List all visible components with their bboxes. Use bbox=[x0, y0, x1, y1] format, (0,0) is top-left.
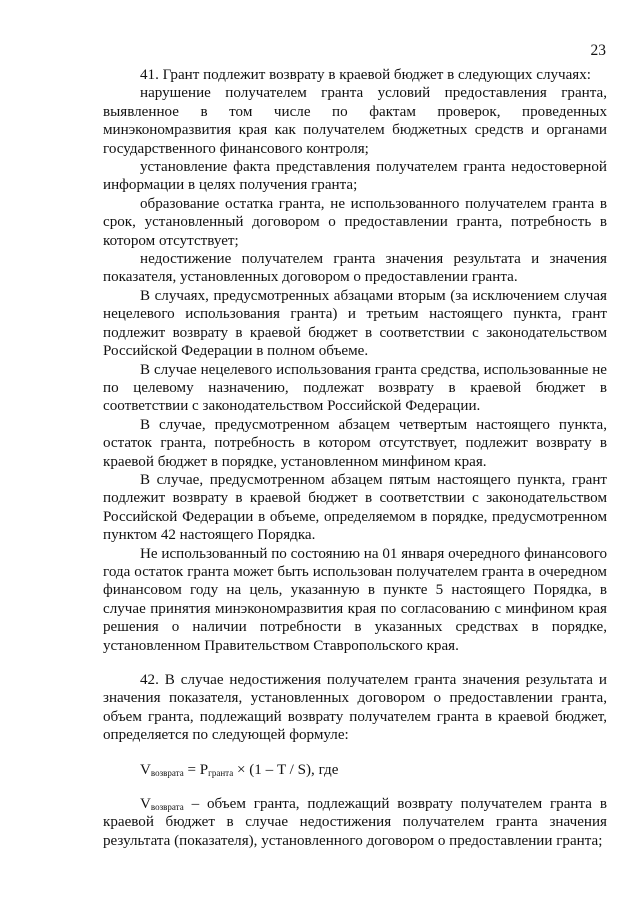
definition-v bbox=[103, 795, 607, 850]
section-41-case-not-achieved: недостижение получателем гранта значения результата и значения показателя, установленных договором о предоставлении гранта. bbox=[103, 251, 607, 286]
formula-p-symbol: P bbox=[199, 761, 209, 778]
formula-spacer bbox=[103, 745, 607, 761]
definition-v-subscript: возврата bbox=[150, 802, 184, 813]
definition-spacer bbox=[103, 779, 607, 795]
page-number: 23 bbox=[590, 42, 606, 59]
section-41-para-fourth: В случае, предусмотренном абзацем четвертым настоящего пункта, остаток гранта, потребность в котором отсутствует, подлежит возврату в краевой бюджет в порядке, установленном минфином края. bbox=[103, 416, 607, 470]
document-body bbox=[103, 66, 607, 850]
definition-v-symbol: V bbox=[140, 796, 151, 813]
formula-equals: = bbox=[183, 761, 200, 778]
section-41-intro: 41. Грант подлежит возврату в краевой бюджет в следующих случаях: bbox=[140, 67, 591, 83]
section-41-para-full-return: В случаях, предусмотренных абзацами вторым (за исключением случая нецелевого использования гранта) и третьим настоящего пункта, грант подлежит возврату в краевой бюджет в соответствии с законодательством Российской Федерации в полном объеме. bbox=[103, 287, 607, 360]
formula-v-subscript: возврата bbox=[150, 767, 184, 778]
section-42-intro: 42. В случае недостижения получателем гранта значения результата и значения показателя, установленных договором о предоставлении гранта, объем гранта, подлежащий возврату получателем гранта в краевой бюджет, определяется по следующей формуле: bbox=[103, 672, 607, 744]
section-41-para-unused: Не использованный по состоянию на 01 января очередного финансового года остаток гранта может быть использован получателем гранта в очередном финансовом году на цель, указанную в пункте 5 настоящего Порядка, в случае принятия минэкономразвития края по согласованию с минфином края решения о наличии потребности в указанных средствах в порядке, установленном Правительством Ставропольского края. bbox=[103, 545, 607, 654]
definition-v-text: – объем гранта, подлежащий возврату получателем гранта в краевой бюджет в случае недостижения получателем гранта значения результата (показателя), установленного договором о предоставлении гранта; bbox=[103, 796, 607, 849]
formula-rest: × (1 – T / S), где bbox=[233, 761, 339, 778]
section-spacer bbox=[103, 655, 607, 671]
section-41-case-violation: нарушение получателем гранта условий предоставления гранта, выявленное в том числе по фактам проверок, проведенных минэкономразвития края как получателем бюджетных средств и органами государственного финансового контроля; bbox=[103, 85, 607, 157]
return-formula bbox=[103, 761, 607, 779]
section-41-para-misuse: В случае нецелевого использования гранта средства, использованные не по целевому назначению, подлежат возврату в краевой бюджет в соответствии с законодательством Российской Федерации. bbox=[103, 361, 607, 415]
section-41-case-false-info: установление факта представления получателем гранта недостоверной информации в целях получения гранта; bbox=[103, 159, 607, 194]
formula-p-subscript: гранта bbox=[208, 767, 234, 778]
formula-v-symbol: V bbox=[140, 761, 151, 778]
section-41-para-fifth: В случае, предусмотренном абзацем пятым настоящего пункта, грант подлежит возврату в краевой бюджет в соответствии с законодательством Российской Федерации в объеме, определяемом в порядке, предусмотренном пунктом 42 настоящего Порядка. bbox=[103, 471, 607, 544]
section-41-case-unused-balance: образование остатка гранта, не использованного получателем гранта в срок, установленный договором о предоставлении гранта, потребность в котором отсутствует; bbox=[103, 195, 607, 249]
